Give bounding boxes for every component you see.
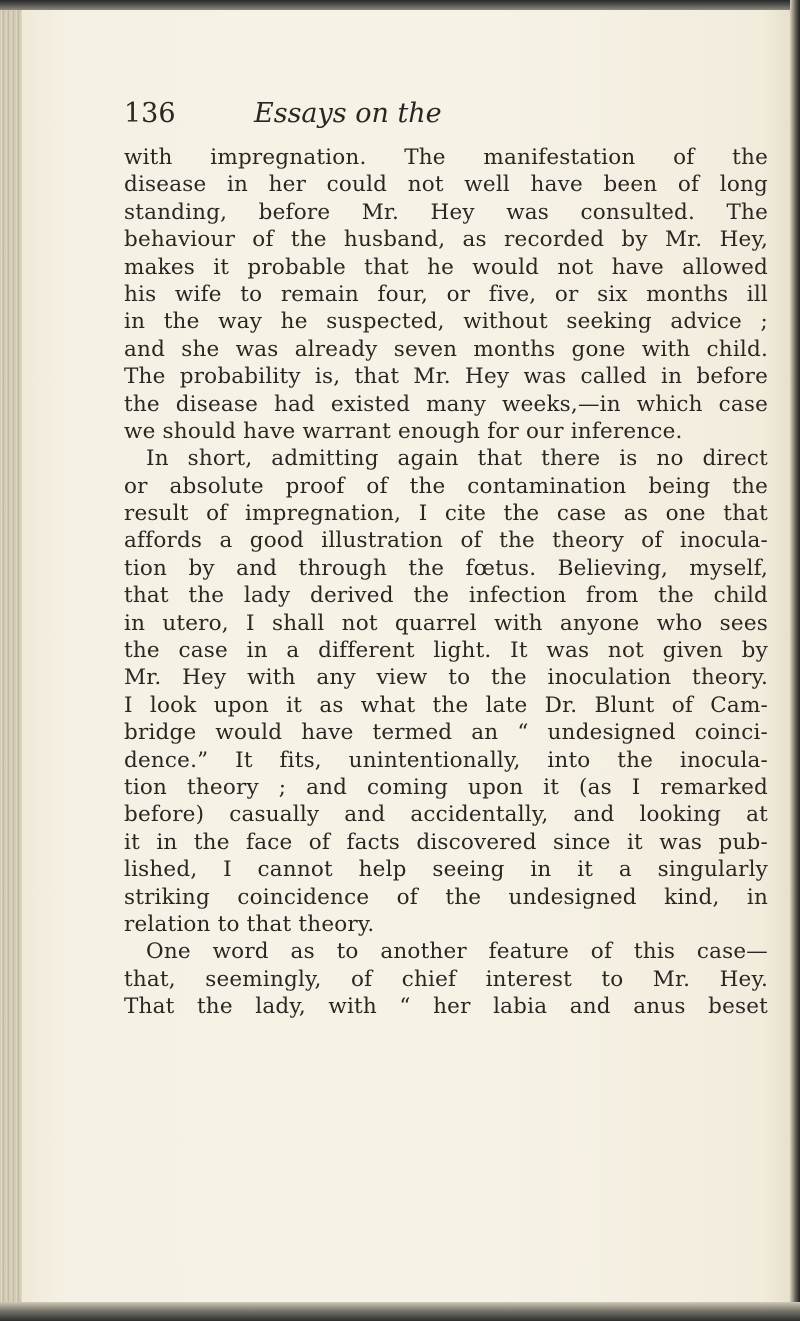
text-line: dence.” It fits, unintentionally, into the inocula- — [124, 747, 768, 773]
text-line: his wife to remain four, or five, or six months ill — [124, 281, 768, 307]
text-line: In short, admitting again that there is no direct — [146, 446, 768, 472]
text-line: bridge would have termed an “ undesigned coinci- — [124, 720, 768, 746]
text-line: disease in her could not well have been of long — [124, 172, 768, 198]
text-line: lished, I cannot help seeing in it a singularly — [124, 857, 768, 883]
text-line: relation to that theory. — [124, 911, 375, 937]
text-line: with impregnation. The manifestation of the — [124, 145, 768, 170]
text-line: it in the face of facts discovered since it was pub- — [124, 829, 768, 855]
text-line: striking coincidence of the undesigned kind, in — [124, 884, 768, 910]
text-line: we should have warrant enough for our inference. — [124, 418, 683, 444]
text-line: before) casually and accidentally, and looking at — [124, 802, 768, 828]
text-line: in the way he suspected, without seeking advice ; — [124, 309, 768, 335]
text-line: tion by and through the fœtus. Believing, myself, — [124, 555, 768, 581]
text-line: Mr. Hey with any view to the inoculation theory. — [124, 665, 768, 691]
text-line: affords a good illustration of the theory of inocula- — [124, 528, 768, 554]
text-line: tion theory ; and coming upon it (as I remarked — [124, 774, 768, 800]
page-right-edge — [790, 0, 800, 1321]
page-number: 136 — [124, 98, 176, 129]
page-top-edge — [0, 0, 800, 10]
page-bottom-edge — [0, 1302, 800, 1321]
text-line: that the lady derived the infection from the child — [124, 583, 768, 609]
running-title: Essays on the — [254, 98, 442, 129]
text-line: The probability is, that Mr. Hey was called in before — [124, 364, 768, 390]
text-line: standing, before Mr. Hey was consulted. The — [124, 199, 768, 225]
text-line: the disease had existed many weeks,—in which case — [124, 391, 768, 417]
text-line: and she was already seven months gone with child. — [124, 336, 768, 362]
text-line: makes it probable that he would not have allowed — [124, 254, 768, 280]
running-head — [124, 96, 764, 136]
book-binding — [0, 0, 24, 1321]
text-line: that, seemingly, of chief interest to Mr. Hey. — [124, 966, 768, 992]
text-line: I look upon it as what the late Dr. Blunt of Cam- — [124, 692, 768, 718]
text-line: behaviour of the husband, as recorded by Mr. Hey, — [124, 227, 768, 253]
body-text — [124, 144, 768, 1021]
text-line: That the lady, with “ her labia and anus beset — [124, 994, 768, 1020]
text-line: in utero, I shall not quarrel with anyone who sees — [124, 610, 768, 636]
text-line: result of impregnation, I cite the case as one that — [124, 501, 768, 527]
text-line: One word as to another feature of this case— — [146, 939, 768, 965]
text-line: or absolute proof of the contamination being the — [124, 473, 768, 499]
text-line: the case in a different light. It was not given by — [124, 638, 768, 664]
